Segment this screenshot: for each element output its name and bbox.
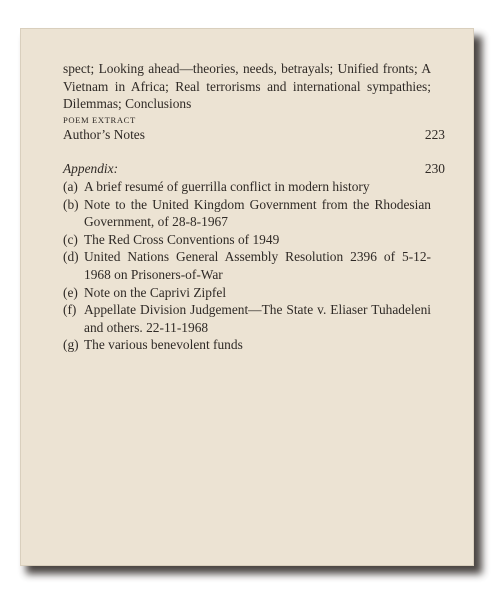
- appendix-item-label: (f): [63, 302, 77, 318]
- appendix-item-text: A brief resumé of guerrilla conflict in modern history: [84, 178, 370, 194]
- appendix-item-text: Note on the Caprivi Zipfel: [84, 284, 227, 300]
- appendix-item-label: (e): [63, 284, 78, 300]
- appendix-item-label: (a): [63, 178, 78, 194]
- appendix-item-text: The Red Cross Conventions of 1949: [84, 231, 280, 247]
- authors-notes-entry: [63, 126, 445, 144]
- appendix-page: 230: [424, 161, 445, 177]
- appendix-section: [63, 160, 445, 354]
- authors-notes-page: 223: [424, 126, 445, 142]
- appendix-item-label: (b): [63, 196, 79, 212]
- appendix-heading: [63, 160, 445, 178]
- appendix-item-label: (d): [63, 249, 79, 265]
- appendix-item-b: [63, 196, 431, 231]
- appendix-item-text: Note to the United Kingdom Government from the Rhodesian Government, of 28-8-1967: [84, 196, 431, 230]
- appendix-item-text: The various benevolent funds: [84, 337, 243, 353]
- appendix-item-e: [63, 284, 431, 302]
- contents-continuation: spect; Looking ahead—theories, needs, betrayals; Unified fronts; A Vietnam in Africa; Real terrorisms and international sympathies; Dilemmas; Conclusions: [63, 61, 431, 112]
- appendix-item-f: [63, 301, 431, 336]
- book-page: [20, 28, 474, 566]
- poem-extract-label: POEM EXTRACT: [63, 114, 136, 125]
- appendix-item-c: [63, 231, 431, 249]
- appendix-item-text: United Nations General Assembly Resolution 2396 of 5-12-1968 on Prisoners-of-War: [84, 249, 431, 282]
- appendix-item-g: [63, 336, 431, 354]
- appendix-item-text: Appellate Division Judgement—The State v. Eliaser Tuhadeleni and others. 22-11-1968: [84, 302, 431, 335]
- toc-content: [63, 60, 445, 354]
- appendix-item-label: (g): [63, 337, 79, 353]
- appendix-title: Appendix:: [63, 161, 119, 177]
- appendix-item-label: (c): [63, 231, 78, 247]
- appendix-item-d: [63, 248, 431, 283]
- appendix-item-a: [63, 178, 431, 196]
- authors-notes-label: Author’s Notes: [63, 126, 145, 142]
